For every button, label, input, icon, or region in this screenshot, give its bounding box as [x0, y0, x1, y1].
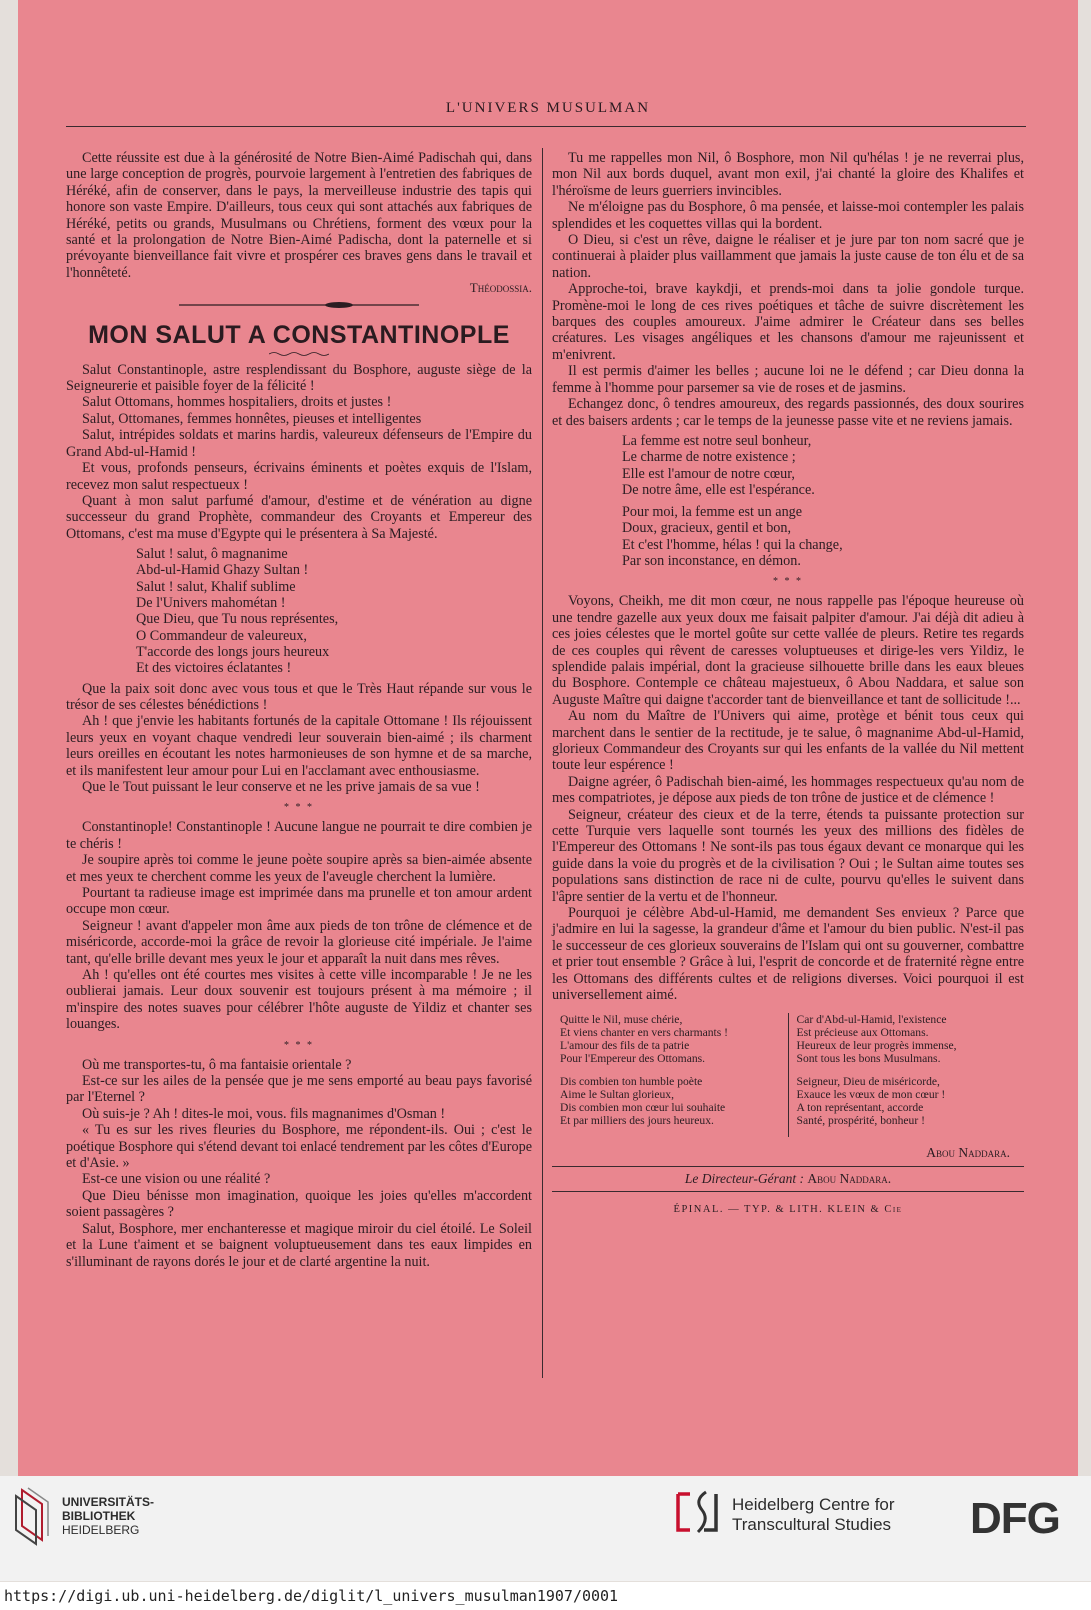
poem-line: Pour l'Empereur des Ottomans. — [560, 1052, 706, 1066]
paragraph: Ah ! qu'elles ont été courtes mes visites à cette ville incomparable ! Je ne les oublierai jamais. Leur doux souvenir est toujours présent à ma mémoire ; il m'inspire des notes suaves pour célébrer l'hôte auguste de Yildiz et chanter ses louanges. — [66, 967, 532, 1033]
verse-femme — [552, 433, 1024, 569]
heidelberg-centre-name[interactable] — [732, 1495, 895, 1535]
paragraph: Que le Tout puissant le leur conserve et ne les prive jamais de sa vue ! — [82, 778, 480, 795]
url-text[interactable]: https://digi.ub.uni-heidelberg.de/diglit/l_univers_musulman1907/0001 — [0, 1582, 1091, 1610]
running-head: L'UNIVERS MUSULMAN — [445, 100, 651, 116]
paragraph: Pourtant ta radieuse image est imprimée dans ma prunelle et ton amour ardent occupe mon cœur. — [66, 884, 532, 918]
poem-stanza — [560, 1013, 780, 1065]
signature-theodossia: Théodossia. — [469, 280, 532, 296]
paragraph: Est-ce sur les ailes de la pensée que je me sens emporté au beau pays favorisé par l'Eternel ? — [66, 1073, 532, 1106]
paragraph: Où me transportes-tu, ô ma fantaisie orientale ? — [82, 1056, 352, 1073]
paragraph: Quant à mon salut parfumé d'amour, d'estime et de vénération au digne successeur du grand Prophète, commandeur des Croyants et Empereur des Ottomans, c'est ma muse d'Egypte qui le présentera à Sa Majesté. — [66, 492, 532, 542]
poem-column-right — [788, 1013, 1025, 1137]
paragraph: Salut Ottomans, hommes hospitaliers, droits et justes ! — [82, 394, 392, 411]
paragraph: Et vous, profonds penseurs, écrivains éminents et poètes exquis de l'Islam, recevez mon salut respectueux ! — [66, 460, 532, 493]
intro-paragraph: Cette réussite est due à la générosité de Notre Bien-Aimé Padischah qui, dans une large conception de progrès, pourvoie largement à l'entretien des fabriques de Héréké, afin de conserver, dans le pays, la merveilleuse industrie des tapis qui honore son vaste Empire. D'ailleurs, tous ceux qui sont attachés aux fabriques de Héréké, petits ou grands, Musulmans ou Chrétiens, forment des vœux pour la santé et la prolongation de Notre Bien-Aimé Padischa, dont la paternelle et si prévoyante bienveillance fait vivre et prospérer ces braves gens dans le travail et l'honnêteté. — [66, 150, 532, 281]
poem-line: Et viens chanter en vers charmants ! — [560, 1026, 729, 1040]
ornament-rule — [66, 300, 532, 310]
poem-line: L'amour des fils de ta patrie — [560, 1039, 690, 1053]
signature-abou-naddara: Abou Naddara. — [926, 1145, 1010, 1161]
section-stars: * * * — [773, 576, 803, 588]
verse-line: La femme est notre seul bonheur, — [622, 432, 812, 449]
column-divider — [542, 148, 543, 1378]
university-library-name[interactable] — [62, 1495, 154, 1537]
ornament-divider-icon — [179, 300, 419, 310]
poem-stanza — [560, 1075, 780, 1127]
paragraph: Approche-toi, brave kaykdji, et prends-moi dans ta jolie gondole turque. Promène-moi le long de ces rives poétiques et tâche de suivre discrètement les barques des couples amoureux. J'aime admirer le Créateur dans ses belles créatures. Les visages angéliques et les chansons d'amour me rajeunissent et m'enivrent. — [552, 281, 1024, 363]
paragraph: Echangez donc, ô tendres amoureux, des regards passionnés, des doux sourires et des baisers ardents ; car le temps de la jeunesse passe vite et ne reviens jamais. — [552, 396, 1024, 429]
printer-line: ÉPINAL. — TYP. & LITH. KLEIN & Cie — [673, 1204, 903, 1216]
paragraph: Est-ce une vision ou une réalité ? — [82, 1171, 271, 1188]
poem-stanza — [797, 1075, 1017, 1127]
paragraph: Salut Constantinople, astre resplendissant du Bosphore, auguste siège de la Seigneurerie et paisible foyer de la félicité ! — [66, 361, 532, 395]
director-label: Le Directeur-Gérant : — [684, 1170, 805, 1186]
paragraph: « Tu es sur les rives fleuries du Bosphore, me répondent-ils. Oui ; c'est le poétique Bosphore qui s'étend devant toi enlacé tendrement par les côtes d'Europe et d'Asie. » — [66, 1122, 532, 1172]
verse-line: T'accorde des longs jours heureux — [136, 643, 330, 660]
verse-line: Et des victoires éclatantes ! — [136, 660, 292, 677]
article-title: MON SALUT A CONSTANTINOPLE — [88, 320, 510, 349]
poem-line: Aime le Sultan glorieux, — [560, 1088, 674, 1102]
paragraph: Au nom du Maître de l'Univers qui aime, protège et bénit tous ceux qui marchent dans le sentier de la rectitude, je te salue, ô magnanime Abd-ul-Hamid, glorieux Commandeur des Croyants sur qui les enfants de la vallée du Nil mettent toute leur espérence ! — [552, 708, 1024, 774]
left-column — [66, 150, 532, 1270]
paragraph: Que la paix soit donc avec vous tous et que le Très Haut répande sur vous le trésor de ses célestes bénédictions ! — [66, 680, 532, 713]
paragraph: Que Dieu bénisse mon imagination, quoique les joies qu'elles m'accordent soient passagères ? — [66, 1187, 532, 1221]
paragraph: Pourquoi je célèbre Abd-ul-Hamid, me demandent Ses envieux ? Parce que j'admire en lui la sagesse, la grandeur d'âme et l'amour du bien public. N'est-il pas le successeur de ces glorieux souverains de l'Islam qui ont su gouverner, combattre et prier tout ensemble ? Grâce à lui, l'esprit de concorde et de fraternité règne entre les Ottomans des différents cultes et de religions diverses. Voici pourquoi il est universellement aimé. — [552, 905, 1024, 1004]
poem-line: Dis combien mon cœur lui souhaite — [560, 1101, 726, 1115]
poem-line: Exauce les vœux de mon cœur ! — [796, 1088, 946, 1102]
verse-line: De l'Univers mahométan ! — [136, 595, 286, 612]
paragraph: Je soupire après toi comme le jeune poète soupire après sa bien-aimée absente et mes yeux te cherchent comme les yeux de l'aveugle cherchent la lumière. — [66, 852, 532, 885]
section-stars: * * * — [284, 802, 314, 814]
poem-line: Est précieuse aux Ottomans. — [796, 1026, 929, 1040]
paragraph: O Dieu, si c'est un rêve, daigne le réaliser et je jure par ton nom sacré que je continuerai à plaider plus vaillamment que jamais la juste cause de ton élu et de sa nation. — [552, 232, 1024, 281]
poem-stanza — [797, 1013, 1017, 1065]
poem-line: Heureux de leur progrès immense, — [796, 1039, 957, 1053]
heidelberg-centre-logo-icon[interactable] — [672, 1486, 724, 1538]
verse-salut — [66, 546, 532, 676]
ub-line: BIBLIOTHEK — [62, 1509, 136, 1523]
closing-poem — [552, 1013, 1024, 1137]
poem-line: A ton représentant, accorde — [796, 1101, 924, 1115]
header-rule — [66, 126, 1026, 127]
dfg-logo[interactable]: DFG — [970, 1494, 1060, 1543]
poem-line: Santé, prospérité, bonheur ! — [796, 1114, 925, 1128]
verse-line: Le charme de notre existence ; — [622, 449, 796, 466]
paragraph: Ah ! que j'envie les habitants fortunés de la capitale Ottomane ! Ils réjouissent leurs yeux en voyant chaque vendredi leur souverain bien-aimé ; ils charment leurs oreilles en écoutant les notes harmonieuses de son hymne et de sa marche, et ils manifestent leur amour pour Lui en l'acclamant avec enthousiasme. — [66, 713, 532, 779]
viewer-footer — [0, 1476, 1091, 1581]
newspaper-page — [18, 0, 1078, 1476]
paragraph: Salut, intrépides soldats et marins hardis, valeureux défenseurs de l'Empire du Grand Abd-ul-Hamid ! — [66, 427, 532, 460]
paragraph: Voyons, Cheikh, me dit mon cœur, ne nous rappelle pas l'époque heureuse où une tendre gazelle aux yeux doux me faisait palpiter d'amour. J'ai déjà dit adieu à ces joies célestes que le mortel goûte sur cette vallée de pleurs. Retire tes regards de ces couples qui rêvent de caresses voluptueuses et dirige-les vers Yildiz, le splendide palais impérial, dont la gracieuse silhouette brille dans les eaux bleues du Bosphore. Contemple ce château majestueux, ô Abou Naddara, et salue son Auguste Maître qui daigne t'accorder tant de bienveillance et tant de sollicitude !... — [552, 593, 1024, 708]
verse-line: Salut ! salut, Khalif sublime — [136, 578, 296, 595]
section-stars: * * * — [284, 1039, 314, 1051]
poem-line: Car d'Abd-ul-Hamid, l'existence — [796, 1013, 947, 1027]
director-line — [552, 1166, 1024, 1192]
hc-line: Transcultural Studies — [732, 1515, 892, 1534]
poem-line: Seigneur, Dieu de miséricorde, — [796, 1075, 940, 1089]
poem-line: Sont tous les bons Musulmans. — [796, 1052, 941, 1066]
paragraph: Seigneur, créateur des cieux et de la terre, étends ta puissante protection sur cette Turquie vers laquelle sont tournés les yeux des millions des fidèles de l'Empereur des Ottomans ! Ne sont-ils pas tous égaux devant ce monarque qui les guide dans la voie du progrès et de la civilisation ? Oui ; le Sultan aime toutes ses populations sans distinction de race ni de culte, pourvu qu'elles le suivent dans l'âpre sentier de la vertu et de l'honneur. — [552, 806, 1024, 905]
paragraph: Daigne agréer, ô Padischah bien-aimé, les hommages respectueux qu'au nom de mes compatriotes, je dépose aux pieds de ton trône de justice et de clémence ! — [552, 773, 1024, 807]
verse-line: Abd-ul-Hamid Ghazy Sultan ! — [136, 562, 309, 579]
paragraph: Où suis-je ? Ah ! dites-le moi, vous. fils magnanimes d'Osman ! — [82, 1105, 446, 1122]
verse-line: Doux, gracieux, gentil et bon, — [622, 520, 792, 537]
verse-line: Elle est l'amour de notre cœur, — [622, 465, 795, 482]
verse-line: O Commandeur de valeureux, — [136, 627, 307, 644]
verse-line: Que Dieu, que Tu nous représentes, — [136, 611, 339, 628]
right-column — [552, 150, 1024, 1219]
director-name: Abou Naddara. — [807, 1170, 892, 1186]
verse-line: Et c'est l'homme, hélas ! qui la change, — [622, 536, 843, 553]
verse-line: De notre âme, elle est l'espérance. — [622, 481, 815, 498]
paragraph: Salut, Ottomanes, femmes honnêtes, pieuses et intelligentes — [82, 410, 422, 427]
paragraph: Salut, Bosphore, mer enchanteresse et magique miroir du ciel étoilé. Le Soleil et la Lune t'aiment et se baignent voluptueusement dans tes eaux limpides en s'illuminant de rayons dorés le jour et de clarté argentine la nuit. — [66, 1220, 532, 1270]
poem-line: Dis combien ton humble poète — [560, 1075, 703, 1089]
poem-column-left — [552, 1013, 788, 1137]
paragraph: Seigneur ! avant d'appeler mon âme aux pieds de ton trône de clémence et de miséricorde, accorde-moi la grâce de revoir la glorieuse cité impériale. Je l'aime tant, qu'elle brille devant mes yeux le jour et apparaît la nuit dans mes rêves. — [66, 917, 532, 967]
paragraph: Constantinople! Constantinople ! Aucune langue ne pourrait te dire combien je te chéris ! — [66, 819, 532, 852]
paragraph: Il est permis d'aimer les belles ; aucune loi ne le défend ; car Dieu donna la femme à l'homme pour parsemer sa vie de roses et de jasmins. — [552, 363, 1024, 396]
flourish-icon — [269, 351, 329, 357]
verse-line: Pour moi, la femme est un ange — [622, 504, 803, 521]
poem-line: Et par milliers des jours heureux. — [560, 1114, 714, 1128]
poem-line: Quitte le Nil, muse chérie, — [560, 1013, 683, 1027]
hc-line: Heidelberg Centre for — [732, 1495, 895, 1514]
verse-line: Par son inconstance, en démon. — [622, 552, 801, 569]
title-flourish — [66, 350, 532, 358]
university-library-logo-icon[interactable] — [12, 1486, 56, 1546]
ub-line: UNIVERSITÄTS- — [62, 1495, 155, 1509]
verse-line: Salut ! salut, ô magnanime — [136, 546, 288, 563]
paragraph: Tu me rappelles mon Nil, ô Bosphore, mon Nil qu'hélas ! je ne reverrai plus, mon Nil aux bords duquel, avant mon exil, j'ai chanté la gloire des Khalifes et l'héroïsme de leurs guerriers invincibles. — [552, 150, 1024, 199]
ub-line: HEIDELBERG — [62, 1523, 140, 1537]
paragraph: Ne m'éloigne pas du Bosphore, ô ma pensée, et laisse-moi contempler les palais splendides et les coquettes villas qui la bordent. — [552, 199, 1024, 232]
